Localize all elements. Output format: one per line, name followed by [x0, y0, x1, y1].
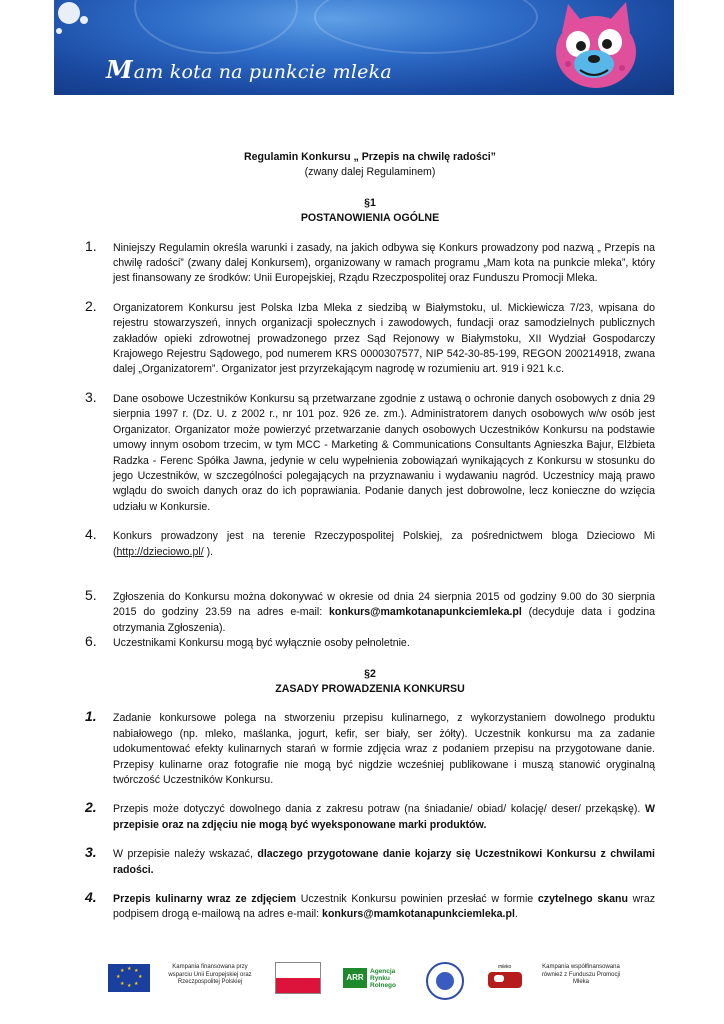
item-bold-text: Przepis kulinarny wraz ze zdjęciem [113, 893, 297, 906]
milk-fund-label: mleko [498, 964, 512, 970]
item-number: 5. [85, 586, 97, 603]
item-text: Dane osobowe Uczestników Konkursu są przetwarzane zgodnie z ustawą o ochronie danych osobowych z dnia 29 sierpnia 1997 r. (Dz. U. z 2002 r., nr 101 poz. 926 ze. zm.). Administratorem danych osobowych w/w osób jest Organizator. Organizator może powierzyć przetwarzanie danych osobowych Uczestników Konkursu na podstawie umowy innym osobom trzecim, w tym MCC - Marketing & Communications Consultants Agnieszka Bajur, Elżbieta Radzka - Ferenc Spółka Jawna, jedynie w celu wypełnienia zobowiązań wynikających z Konkursu w stosunku do jego Uczestników, w szczególności polegających na przyznawaniu i wydawaniu nagród. Uczestnicy mają prawo wglądu do swoich danych oraz do ich poprawiania. Podanie danych jest dobrowolne, lecz konieczne do wzięcia udziału w Konkursie. [113, 392, 655, 513]
item-text: (decyduje data i godzina otrzymania Zgłoszenia). [113, 606, 655, 634]
regulation-document [85, 150, 655, 923]
section-number: §2 [364, 667, 376, 680]
eu-flag-icon: ★ ★ ★ ★ ★ ★ ★ ★ [108, 964, 150, 992]
item-text: Przepis może dotyczyć dowolnego dania z zakresu potraw (na śniadanie/ obiad/ kolację/ deser/ przekąskę). [113, 803, 645, 816]
item-text: ). [203, 545, 214, 558]
item-number: 1. [85, 237, 97, 254]
section-number: §1 [364, 196, 376, 209]
list-item [85, 799, 655, 833]
sponsor-footer [108, 958, 624, 1004]
list-item [85, 633, 655, 651]
item-number: 1. [85, 708, 97, 725]
arr-logo [343, 968, 413, 990]
document-title: Regulamin Konkursu „ Przepis na chwilę radości” [244, 151, 496, 163]
arr-logo-text: Agencja Rynku Rolnego [370, 968, 396, 989]
poland-flag-icon [275, 962, 321, 994]
item-number: 3. [85, 388, 97, 405]
milk-drop-icon [58, 2, 80, 24]
contest-email: konkurs@mamkotanapunkciemleka.pl [322, 908, 515, 921]
milk-fund-text: Kampania współfinansowana również z Funduszu Promocji Mleka [541, 964, 621, 985]
item-text: Uczestnikami Konkursu mogą być wyłącznie osoby pełnoletnie. [113, 637, 410, 650]
item-bold-text: dlaczego przygotowane danie kojarzy się Uczestnikowi Konkursu z chwilami radości. [113, 848, 655, 876]
list-item [85, 237, 655, 287]
contest-email: konkurs@mamkotanapunkciemleka.pl [328, 606, 522, 619]
section-heading: ZASADY PROWADZENIA KONKURSU [275, 682, 465, 695]
cat-mascot-icon [538, 2, 648, 94]
banner-swirl [134, 0, 298, 54]
milk-drop-icon [80, 16, 88, 24]
milk-drop-icon [56, 28, 62, 34]
list-item [85, 388, 655, 515]
milk-fund-logo [486, 964, 526, 994]
list-item [85, 526, 655, 560]
item-text: Uczestnik Konkursu powinien przesłać w formie [296, 893, 538, 906]
list-item [85, 297, 655, 378]
eu-funding-text: Kampania finansowana przy wsparciu Unii Europejskiej oraz Rzeczpospolitej Polskiej [168, 964, 252, 985]
item-text: Niniejszy Regulamin określa warunki i zasady, na jakich odbywa się Konkurs prowadzony pod nazwą „ Przepis na chwilę radości” (zwany dalej Konkursem), organizowany w ramach programu „Mam kota na punkcie mleka”, który jest finansowany ze środków: Unii Europejskiej, Rządu Rzeczpospolitej oraz Funduszu Promocji Mleka. [113, 241, 655, 285]
item-text: wraz podpisem drogą e-mailową na adres e-mail: [113, 893, 656, 921]
item-number: 6. [85, 633, 97, 650]
item-text: Zgłoszenia do Konkursu można dokonywać w okresie od dnia 24 sierpnia 2015 od godziny 9.00 do 30 sierpnia 2015 do godziny 23.59 na adres e-mail: [113, 590, 655, 619]
item-text: Zadanie konkursowe polega na stworzeniu przepisu kulinarnego, z wykorzystaniem dowolnego produktu nabiałowego (np. mleko, maślanka, jogurt, kefir, ser biały, ser żółty). Uczestnik konkursu ma za zadanie udokumentować efekty kulinarnych starań w formie zdjęcia wraz z podaniem przepisu na przygotowane danie. Przepisy kulinarne oraz fotografie nie mogą być nigdzie wcześniej publikowane i muszą stanowić oryginalną twórczość Uczestników Konkursu. [113, 712, 655, 786]
arr-logo-box: ARR [343, 968, 367, 988]
item-number: 3. [85, 844, 97, 861]
item-number: 2. [85, 297, 97, 314]
item-number: 4. [85, 889, 97, 906]
item-number: 2. [85, 799, 97, 816]
item-bold-text: czytelnego skanu [537, 893, 628, 906]
ministry-seal-icon [426, 962, 464, 1000]
document-subtitle: (zwany dalej Regulaminem) [304, 166, 436, 179]
logo-text: am kota na punkcie mleka [133, 61, 392, 83]
section-heading: POSTANOWIENIA OGÓLNE [300, 212, 440, 225]
list-item [85, 889, 656, 923]
logo-letter: M [106, 55, 133, 84]
list-item [85, 844, 655, 878]
item-bold-text: W przepisie oraz na zdjęciu nie mogą być wyeksponowane marki produktów. [113, 803, 655, 831]
banner-swirl [314, 0, 538, 54]
item-text: Organizatorem Konkursu jest Polska Izba Mleka z siedzibą w Białymstoku, ul. Mickiewicza 7/23, wpisana do rejestru stowarzyszeń, innych organizacji społecznych i zawodowych, fundacji oraz samodzielnych publicznych zakładów opieki zdrowotnej prowadzonego przez Sąd Rejonowy w Białymstoku, XII Wydział Gospodarczy Krajowego Rejestru Sądowego, pod numerem KRS 0000307577, NIP 542-30-85-199, REGON 200214918, zwana dalej „Organizatorem”. Organizator jest przyrzekającym nagrodę w rozumieniu art. 919 i 921 k.c. [113, 301, 655, 376]
campaign-logo[interactable] [106, 55, 392, 84]
list-item [85, 708, 655, 788]
blog-link[interactable]: http://dzieciowo.pl/ [116, 545, 204, 558]
list-item [85, 586, 655, 636]
header-banner [54, 0, 674, 95]
item-text: . [514, 908, 518, 921]
item-text: Konkurs prowadzony jest na terenie Rzeczypospolitej Polskiej, za pośrednictwem bloga Dzieciowo Mi ( [113, 530, 655, 558]
item-text: W przepisie należy wskazać, [113, 848, 258, 861]
item-number: 4. [85, 526, 97, 543]
